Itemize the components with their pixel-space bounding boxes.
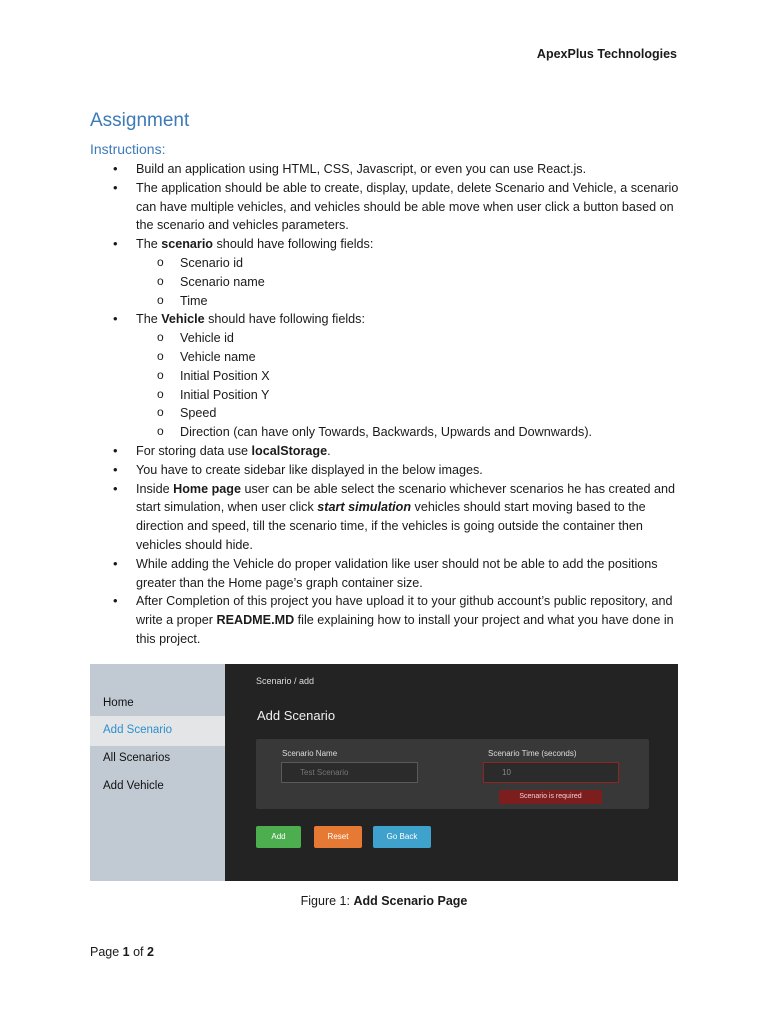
bullet-bold-text: Vehicle: [161, 312, 205, 327]
bullet-text: should have following fields:: [204, 312, 365, 327]
sub-bullet-text: Scenario id: [180, 255, 244, 270]
sub-bullet-text: Vehicle id: [180, 331, 234, 346]
bullet-item: [90, 555, 690, 593]
instructions-list: [90, 160, 690, 649]
bullet-text: vehicles should start moving based to the direction and speed, till the scenario time, if the vehicles is going outside the container then vehicles should hide.: [136, 500, 646, 552]
document-title: Assignment: [90, 110, 190, 131]
caption-bold-text: Add Scenario Page: [353, 894, 468, 908]
company-name: ApexPlus Technologies: [536, 47, 677, 61]
bullet-item: [90, 480, 690, 555]
bullet-item: [90, 235, 690, 254]
bullet-text: The application should be able to create, display, update, delete Scenario and Vehicle, a scenario can have multiple vehicles, and vehicles should be able move when user click a button based on the scenario and vehicles parameters.: [136, 180, 679, 233]
sub-bullet-text: Scenario name: [180, 274, 265, 289]
page-number: [90, 945, 154, 959]
bullet-bold-text: Home page: [173, 481, 241, 496]
sub-bullet-item: [90, 254, 690, 273]
bullet-item: [90, 461, 690, 480]
main-content: [225, 664, 678, 881]
bullet-text: Build an application using HTML, CSS, Javascript, or even you can use React.js.: [136, 162, 587, 176]
bullet-text: For storing data use: [136, 443, 252, 458]
sidebar-item-add-vehicle[interactable]: Add Vehicle: [103, 780, 164, 792]
bullet-text: user can be able select the scenario whichever scenarios he has created and start simulation, when user click: [136, 481, 676, 515]
bullet-text: After Completion of this project you have upload it to your github account’s public repository, and write a proper: [136, 594, 673, 628]
sub-bullet-text: Direction (can have only Towards, Backwards, Upwards and Downwards).: [180, 425, 593, 440]
sub-bullet-text: Initial Position Y: [180, 387, 270, 402]
sub-bullet-item: [90, 348, 690, 367]
bullet-text: The: [136, 237, 162, 252]
sidebar-item-home[interactable]: Home: [103, 697, 134, 709]
go-back-button[interactable]: Go Back: [373, 826, 431, 848]
sub-bullet-item: [90, 386, 690, 405]
bullet-item: [90, 310, 690, 329]
page-title: Add Scenario: [257, 708, 336, 723]
bullet-bold-text: localStorage: [251, 443, 328, 458]
figure-add-scenario-screenshot: [90, 664, 678, 881]
validation-error-message: Scenario is required: [499, 790, 602, 804]
total-pages: 2: [147, 945, 154, 959]
bullet-text: should have following fields:: [213, 237, 374, 252]
sub-bullet-item: [90, 367, 690, 386]
sub-bullet-text: Time: [180, 293, 208, 308]
bullet-item: [90, 442, 690, 461]
add-button[interactable]: Add: [256, 826, 301, 848]
bullet-bold-italic-text: start simulation: [317, 500, 412, 515]
bullet-text: .: [327, 443, 331, 458]
document-subtitle: Instructions:: [90, 141, 166, 157]
sub-bullet-item: [90, 423, 690, 442]
page-of-label: of: [129, 945, 147, 959]
bullet-item: [90, 160, 690, 179]
sidebar: [90, 664, 225, 881]
sub-bullet-item: [90, 292, 690, 311]
sub-bullet-text: Initial Position X: [180, 368, 270, 383]
bullet-text: Inside: [136, 481, 174, 496]
bullet-item: [90, 592, 690, 648]
breadcrumb: Scenario / add: [256, 676, 315, 686]
bullet-item: [90, 179, 690, 235]
bullet-bold-text: README.MD: [216, 613, 295, 628]
scenario-time-input[interactable]: [483, 762, 619, 783]
sub-bullet-item: [90, 329, 690, 348]
scenario-name-label: Scenario Name: [282, 749, 338, 758]
page-label: Page: [90, 945, 123, 959]
sub-bullet-text: Speed: [180, 406, 217, 421]
bullet-text: The: [136, 312, 162, 327]
reset-button[interactable]: Reset: [314, 826, 362, 848]
sidebar-item-all-scenarios[interactable]: All Scenarios: [103, 752, 171, 764]
sub-bullet-item: [90, 404, 690, 423]
caption-text: Figure 1:: [300, 894, 354, 908]
bullet-text: While adding the Vehicle do proper validation like user should not be able to add the positions greater than the Home page’s graph container size.: [136, 556, 658, 590]
scenario-name-input[interactable]: [281, 762, 418, 783]
sub-bullet-item: [90, 273, 690, 292]
figure-caption: [0, 894, 768, 908]
bullet-text: file explaining how to install your project and what you have done in this project.: [136, 613, 674, 646]
sub-bullet-text: Vehicle name: [180, 349, 256, 364]
current-page: 1: [122, 945, 130, 959]
bullet-bold-text: scenario: [161, 237, 214, 252]
scenario-form-panel: [256, 739, 649, 809]
sidebar-item-add-scenario[interactable]: Add Scenario: [103, 724, 173, 736]
scenario-time-label: Scenario Time (seconds): [488, 749, 577, 758]
bullet-text: You have to create sidebar like displayed in the below images.: [136, 462, 483, 477]
